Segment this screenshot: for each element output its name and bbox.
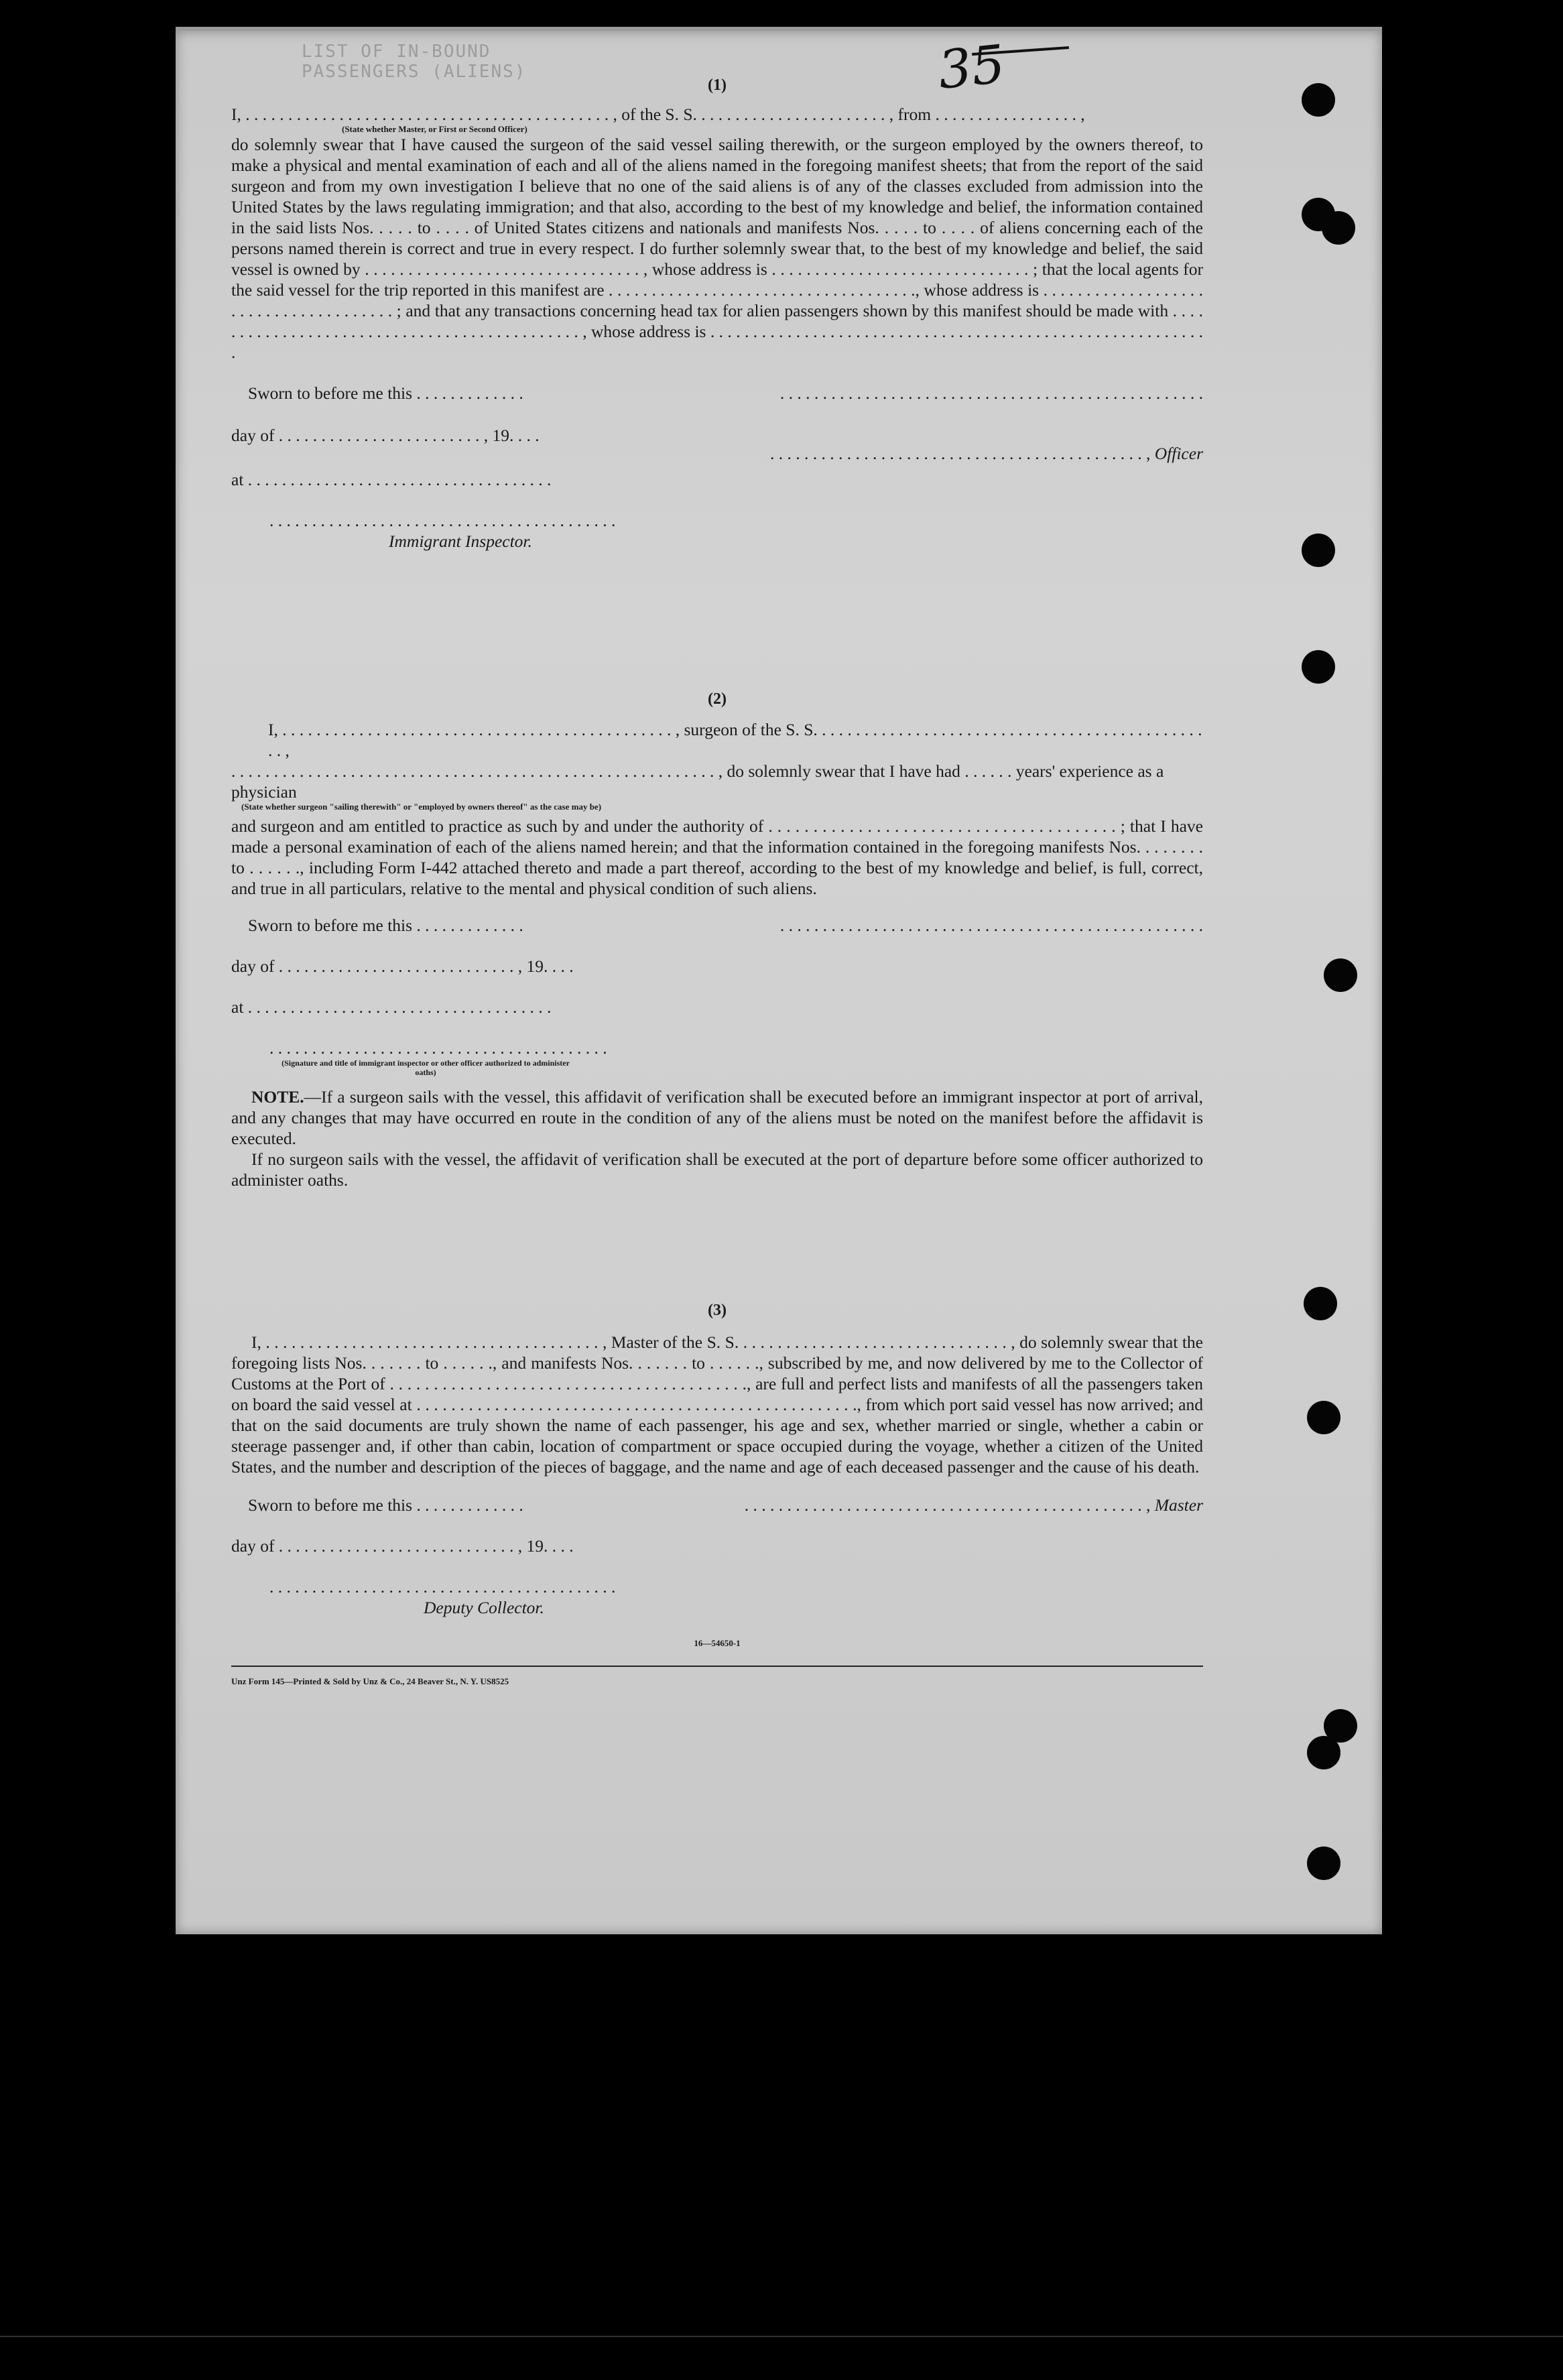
note-paragraph-2: If no surgeon sails with the vessel, the affidavit of verification shall be executed at the port of departure before some officer authorized to administer oaths. — [231, 1149, 1203, 1190]
section-1-sworn-row — [231, 383, 1203, 403]
binder-hole — [1302, 83, 1335, 117]
day-of-line: day of . . . . . . . . . . . . . . . . . . . . . . . . , 19. . . . — [231, 426, 540, 445]
sworn-signature-line: . . . . . . . . . . . . . . . . . . . . . . . . . . . . . . . . . . . . . . . . . . . . . . . . . . — [779, 916, 1203, 935]
section-2-sworn-row — [231, 915, 1203, 936]
sworn-signature-line: . . . . . . . . . . . . . . . . . . . . . . . . . . . . . . . . . . . . . . . . . . . . . . . . . . — [779, 383, 1203, 403]
section-1-oath-caption: (State whether Master, or First or Second Officer) — [342, 124, 527, 134]
master-label: Master — [1154, 1495, 1203, 1515]
section-2-number: (2) — [708, 690, 727, 708]
faded-header-stamp: LIST OF IN-BOUND PASSENGERS (ALIENS) — [302, 42, 527, 82]
section-2 — [231, 689, 1203, 1190]
sworn-before-me: Sworn to before me this . . . . . . . . . . . . . — [248, 916, 523, 935]
note-paragraph — [231, 1086, 1203, 1149]
master-signature-line: . . . . . . . . . . . . . . . . . . . . . . . . . . . . . . . . . . . . . . . . . . . . . . . , — [744, 1495, 1151, 1515]
day-of-line: day of . . . . . . . . . . . . . . . . . . . . . . . . . . . . , 19. . . . — [231, 956, 574, 976]
day-of-line: day of . . . . . . . . . . . . . . . . . . . . . . . . . . . . , 19. . . . — [231, 1536, 574, 1556]
scan-bottom-edge — [0, 2336, 1563, 2337]
officer-signature-line: . . . . . . . . . . . . . . . . . . . . . . . . . . . . . . . . . . . . . . . . . . . . , — [770, 444, 1151, 463]
inspector-signature-line: . . . . . . . . . . . . . . . . . . . . . . . . . . . . . . . . . . . . . . . . . — [269, 511, 616, 530]
inspector-label: Immigrant Inspector. — [389, 531, 532, 551]
officer-label: Officer — [1154, 444, 1203, 463]
section-2-experience-line: . . . . . . . . . . . . . . . . . . . . . . . . . . . . . . . . . . . . . . . . . . . . . . . . . . . . . . . . . , do solemnly swear that I have had . . . . . . years' experience as a physician — [231, 761, 1164, 802]
binder-hole — [1324, 958, 1357, 992]
section-2-experience-caption: (State whether surgeon "sailing therewith" or "employed by owners thereof" as the case may be) — [241, 802, 602, 812]
note-text: —If a surgeon sails with the vessel, this affidavit of verification shall be executed before an immigrant inspector at port of arrival, and any changes that may have occurred en route in the condition of any of the aliens must be noted on the manifest before the affidavit is executed. — [231, 1087, 1203, 1148]
section-1-oath-line: I, . . . . . . . . . . . . . . . . . . . . . . . . . . . . . . . . . . . . . . . . . . . , of the S. S. . . . . . . . . . . . . . . . . . . . . . . , from . . . . . . . . . . . . . . . . . , — [231, 105, 1085, 124]
sworn-before-me: Sworn to before me this . . . . . . . . . . . . . — [248, 383, 523, 403]
section-1-officer-row — [231, 443, 1203, 464]
footer-rule — [231, 1666, 1203, 1667]
section-2-oath-line: I, . . . . . . . . . . . . . . . . . . . . . . . . . . . . . . . . . . . . . . . . . . . . . . , surgeon of the S. S. . . . . . . . . . . . . . . . . . . . . . . . . . . . . . . . . . . . . . . . . . . . . . . . , — [268, 720, 1202, 760]
officer-signature-caption: (Signature and title of immigrant inspector or other officer authorized to administer oaths) — [282, 1058, 570, 1077]
binder-hole — [1307, 1846, 1340, 1880]
binder-hole — [1302, 534, 1335, 567]
collector-label: Deputy Collector. — [424, 1598, 544, 1617]
note-label: NOTE. — [251, 1087, 304, 1107]
section-3-number: (3) — [708, 1302, 727, 1319]
section-1-number: (1) — [708, 76, 727, 94]
sworn-before-me: Sworn to before me this . . . . . . . . . . . . . — [248, 1495, 523, 1515]
binder-hole — [1307, 1401, 1340, 1434]
collector-signature-line: . . . . . . . . . . . . . . . . . . . . . . . . . . . . . . . . . . . . . . . . . — [269, 1577, 616, 1596]
binder-hole — [1302, 650, 1335, 684]
at-line: at . . . . . . . . . . . . . . . . . . . . . . . . . . . . . . . . . . . . — [231, 997, 552, 1017]
printer-imprint: Unz Form 145—Printed & Sold by Unz & Co., 24 Beaver St., N. Y. US8525 — [231, 1676, 509, 1686]
section-2-body: and surgeon and am entitled to practice as such by and under the authority of . . . . . . . . . . . . . . . . . . . . . . . . . . . . . . . . . . . . . . . ; that I have made a personal examination of each of the aliens named herein; and that the information contained in the foregoing manifests Nos. . . . . . . . to . . . . . ., including Form I-442 attached thereto and made a part thereof, according to the best of my knowledge and belief, is full, correct, and true in all particulars, relative to the mental and physical condition of such aliens. — [231, 816, 1203, 898]
at-line: at . . . . . . . . . . . . . . . . . . . . . . . . . . . . . . . . . . . . — [231, 470, 552, 489]
section-3-sworn-row — [231, 1495, 1203, 1515]
handwritten-page-number: 35 — [935, 34, 1008, 101]
section-3 — [231, 1300, 1203, 1692]
form-code: 16—54650-1 — [694, 1638, 741, 1648]
binder-hole — [1304, 1287, 1337, 1320]
section-3-body: I, . . . . . . . . . . . . . . . . . . . . . . . . . . . . . . . . . . . . . . . , Master of the S. S. . . . . . . . . . . . . . . . . . . . . . . . . . . . . . . . , do solemnly swear that the foregoing lists Nos. . . . . . . to . . . . . ., and manifests Nos. . . . . . . to . . . . . ., subscribed by me, and now delivered by me to the Collector of Customs at the Port of . . . . . . . . . . . . . . . . . . . . . . . . . . . . . . . . . . . . . . . . ., are full and perfect lists and manifests of all the passengers taken on board the said vessel at . . . . . . . . . . . . . . . . . . . . . . . . . . . . . . . . . . . . . . . . . . . . . . . . . . ., from which port said vessel has now arrived; and that on the said documents are truly shown the name of each passenger, his age and sex, whether married or single, whether a cabin or steerage passenger and, if other than cabin, location of compartment or space occupied during the voyage, whether a citizen of the United States, and the number and description of the pieces of baggage, and the name and age of each deceased passenger and the cause of his death. — [231, 1332, 1203, 1477]
binder-hole — [1307, 1736, 1340, 1769]
section-1 — [231, 75, 1203, 552]
officer-signature-line: . . . . . . . . . . . . . . . . . . . . . . . . . . . . . . . . . . . . . . . . — [269, 1038, 607, 1058]
binder-hole — [1322, 211, 1355, 245]
section-1-body: do solemnly swear that I have caused the surgeon of the said vessel sailing therewith, or the surgeon employed by the owners thereof, to make a physical and mental examination of each and all of the aliens named in the foregoing manifest sheets; that from the report of the said surgeon and from my own investigation I believe that no one of the said aliens is of any of the classes excluded from admission into the United States by the laws regulating immigration; and that also, according to the best of my knowledge and belief, the information contained in the said lists Nos. . . . . to . . . . of United States citizens and nationals and manifests Nos. . . . . to . . . . of aliens concerning each of the persons named therein is correct and true in every respect. I do further solemnly swear that, to the best of my knowledge and belief, the said vessel is owned by . . . . . . . . . . . . . . . . . . . . . . . . . . . . . . . . , whose address is . . . . . . . . . . . . . . . . . . . . . . . . . . . . . . ; that the local agents for the said vessel for the trip reported in this manifest are . . . . . . . . . . . . . . . . . . . . . . . . . . . . . . . . . . . ., whose address is . . . . . . . . . . . . . . . . . . . . . . . . . . . . . . . . . . . . . . ; and that any transactions concerning head tax for alien passengers shown by this manifest should be made with . . . . . . . . . . . . . . . . . . . . . . . . . . . . . . . . . . . . . . . . . . . . . , whose address is . . . . . . . . . . . . . . . . . . . . . . . . . . . . . . . . . . . . . . . . . . . . . . . . . . . . . . . . . . . — [231, 135, 1203, 362]
